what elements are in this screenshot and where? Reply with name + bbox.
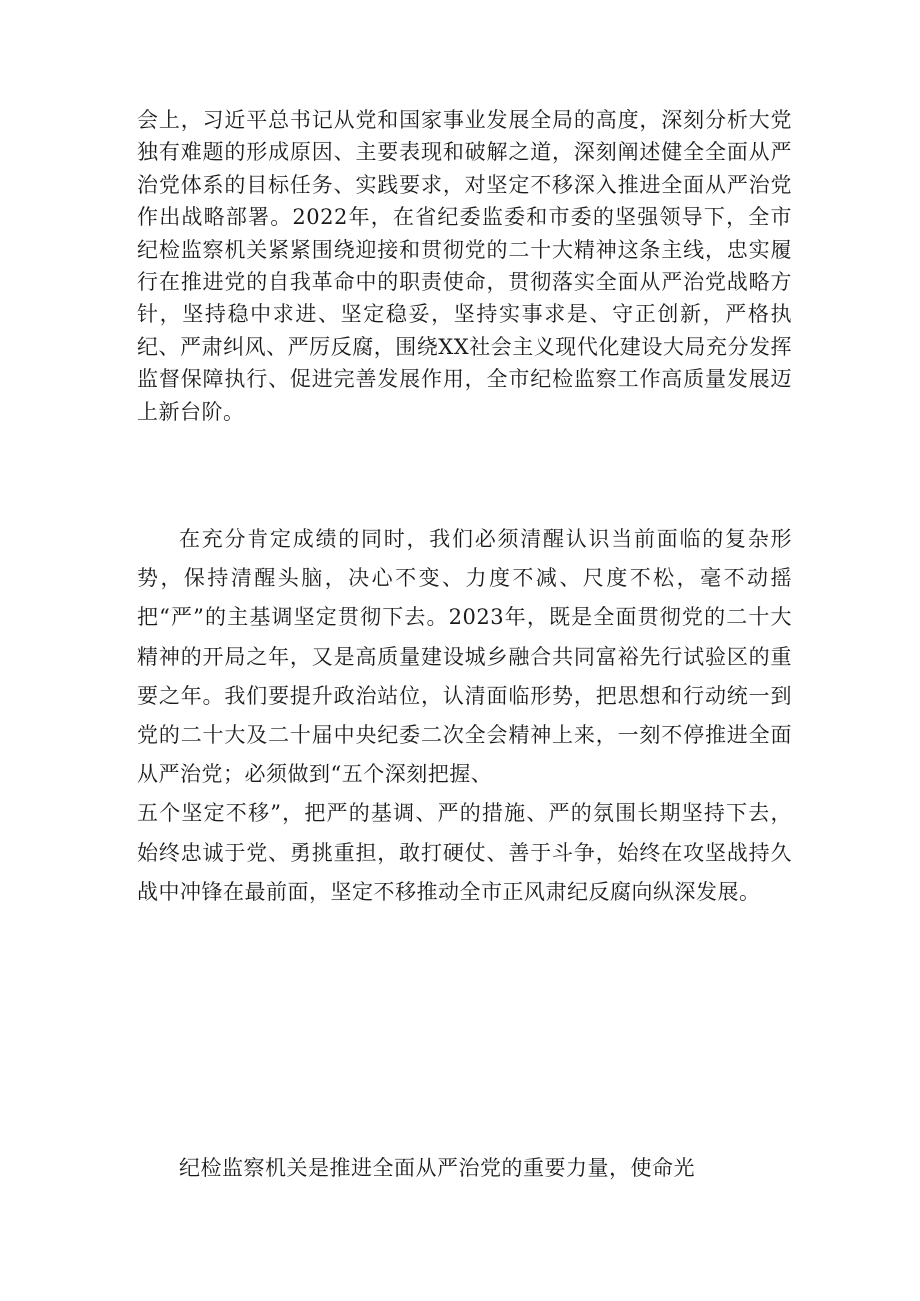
text-line: 复杂形势，保持清醒头脑，决心不变、力度不减、尺度不松， (137, 527, 792, 591)
text-line: 二次全会精神上来，一刻不停推进全面从严治党；必须做到“五 (137, 723, 793, 787)
text-line: 和市委的坚强领导下，全市纪检监察机关紧紧围绕迎接和贯彻 (137, 205, 792, 262)
text-line: 坚定稳妥，坚持实事求是、守正创新，严格执纪、严肃纠风、 (137, 302, 792, 359)
text-line: 面临形势，把思想和行动统一到党的二十大及二十届中央纪委 (137, 683, 792, 748)
text-line: 党的二十大精神这条主线，忠实履行在推进党的自我革命中的 (137, 237, 792, 295)
text-line: 个深刻把握、 (363, 762, 493, 787)
paragraph-mission (137, 1149, 792, 1188)
paragraph-achievements (137, 104, 792, 428)
text-line: 析大党独有难题的形成原因、主要表现和破解之道，深刻阐述 (137, 108, 793, 165)
text-line: 入推进全面从严治党作出战略部署。2022年，在省纪委监委 (137, 172, 793, 230)
text-line: 毫不动摇把“严”的主基调坚定贯彻下去。2023年，既是全 (137, 566, 792, 630)
text-line: 障执行、促进完善发展作用，全市纪检监察工作高质量发展迈 (202, 367, 793, 392)
text-line: 五个坚定不移”，把严的基调、严的措施、严的氛围长期坚持 (137, 801, 727, 826)
text-line: 职责使命，贯彻落实全面从严治党战略方针，坚持稳中求进、 (137, 270, 793, 327)
text-line: 面贯彻党的二十大精神的开局之年，又是高质量建设城乡融合 (137, 605, 793, 669)
text-line: 反腐向纵深发展。 (588, 879, 761, 904)
text-line: 下去，始终忠诚于党、勇挑重担，敢打硬仗、善于斗争，始终 (137, 801, 793, 865)
text-line: 纪检监察机关是推进全面从严治党的重要力量，使命光 (179, 1156, 695, 1180)
text-line: 共同富裕先行试验区的重要之年。我们要提升政治站位，认清 (137, 644, 793, 708)
text-line: 在充分肯定成绩的同时，我们必须清醒认识当前面临的 (179, 527, 725, 551)
text-line: 健全全面从严治党体系的目标任务、实践要求，对坚定不移深 (137, 140, 793, 197)
text-line: 在攻坚战持久战中冲锋在最前面，坚定不移推动全市正风肃纪 (137, 840, 793, 904)
paragraph-situation (137, 520, 792, 912)
text-line: 会上，习近平总书记从党和国家事业发展全局的高度，深刻分 (137, 108, 727, 132)
text-line: 上新台阶。 (137, 399, 245, 424)
text-line: 严厉反腐，围绕XX社会主义现代化建设大局充分发挥监督保 (137, 334, 793, 392)
